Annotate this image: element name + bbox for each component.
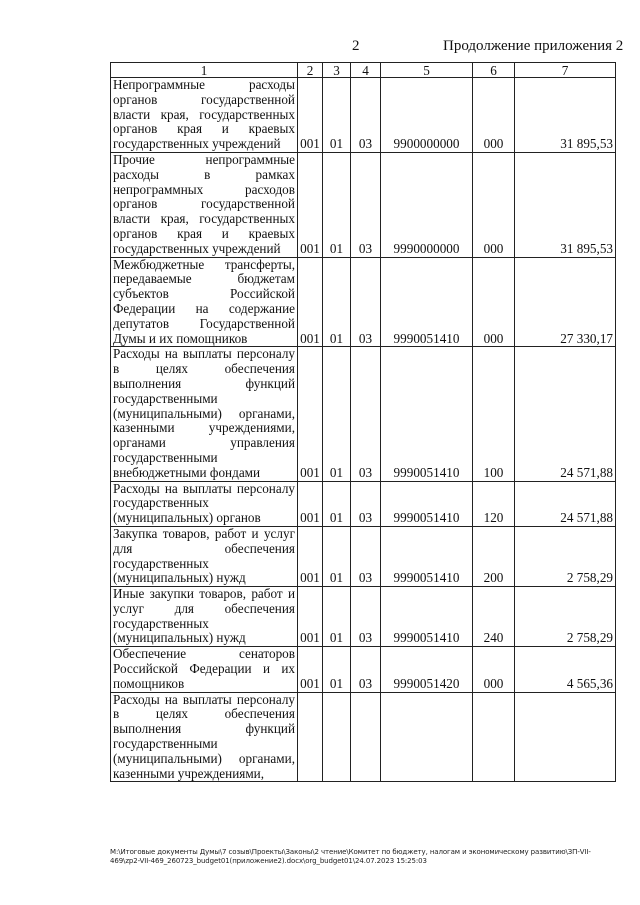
table-row	[111, 647, 616, 692]
column-header-row	[111, 63, 616, 78]
code-section: 01	[323, 481, 351, 526]
column-header: 7	[515, 63, 616, 78]
code-section: 01	[323, 152, 351, 257]
amount: 2 758,29	[515, 587, 616, 647]
table-row	[111, 78, 616, 153]
code-ministry: 001	[298, 526, 323, 586]
code-subsection: 03	[351, 347, 381, 481]
amount	[515, 692, 616, 782]
code-section	[323, 692, 351, 782]
expense-name: Обеспечение сенаторов Российской Федерации и их помощников	[111, 647, 298, 692]
amount: 27 330,17	[515, 257, 616, 347]
expense-name: Расходы на выплаты персоналу в целях обеспечения выполнения функций государственными (муниципальными) органами, казенными учреждениями,	[111, 692, 298, 782]
code-ministry: 001	[298, 587, 323, 647]
table-row	[111, 692, 616, 782]
amount: 4 565,36	[515, 647, 616, 692]
code-ministry: 001	[298, 347, 323, 481]
code-expense-type: 240	[473, 587, 515, 647]
code-expense-type: 000	[473, 78, 515, 153]
code-expense-type	[473, 692, 515, 782]
code-ministry: 001	[298, 481, 323, 526]
code-subsection: 03	[351, 526, 381, 586]
code-target: 9990051410	[381, 347, 473, 481]
code-target	[381, 692, 473, 782]
code-subsection: 03	[351, 152, 381, 257]
expense-name: Прочие непрограммные расходы в рамках непрограммных расходов органов государственной власти края, государственных органов края и краевых государственных учреждений	[111, 152, 298, 257]
code-ministry: 001	[298, 257, 323, 347]
budget-table	[110, 62, 616, 782]
amount: 2 758,29	[515, 526, 616, 586]
code-ministry: 001	[298, 647, 323, 692]
expense-name: Закупка товаров, работ и услуг для обеспечения государственных (муниципальных) нужд	[111, 526, 298, 586]
table-row	[111, 347, 616, 481]
page-number: 2	[352, 38, 360, 54]
code-section: 01	[323, 587, 351, 647]
amount: 24 571,88	[515, 347, 616, 481]
table-row	[111, 152, 616, 257]
table-row	[111, 481, 616, 526]
code-target: 9990051410	[381, 526, 473, 586]
code-expense-type: 200	[473, 526, 515, 586]
amount: 24 571,88	[515, 481, 616, 526]
code-subsection: 03	[351, 78, 381, 153]
column-header: 3	[323, 63, 351, 78]
code-subsection: 03	[351, 257, 381, 347]
table-row	[111, 526, 616, 586]
code-subsection: 03	[351, 481, 381, 526]
code-target: 9900000000	[381, 78, 473, 153]
code-expense-type: 100	[473, 347, 515, 481]
code-target: 9990051420	[381, 647, 473, 692]
document-path-footer: М:\Итоговые документы Думы\7 созыв\Проекты\Законы\2 чтение\Комитет по бюджету, налогам и экономическому развитию\ЗП-VII-469\zp2-VII-469_260723_budget01(приложение2).docx\org_budget01\24.07.2023 15:25:03	[110, 848, 591, 865]
table-row	[111, 257, 616, 347]
code-target: 9990000000	[381, 152, 473, 257]
expense-name: Межбюджетные трансферты, передаваемые бюджетам субъектов Российской Федерации на содержание депутатов Государственной Думы и их помощников	[111, 257, 298, 347]
code-ministry: 001	[298, 152, 323, 257]
expense-name: Непрограммные расходы органов государственной власти края, государственных органов края и краевых государственных учреждений	[111, 78, 298, 153]
code-section: 01	[323, 257, 351, 347]
column-header: 6	[473, 63, 515, 78]
expense-name: Расходы на выплаты персоналу в целях обеспечения выполнения функций государственными (муниципальными) органами, казенными учреждениями, органами управления государственными внебюджетными фондами	[111, 347, 298, 481]
code-subsection: 03	[351, 587, 381, 647]
expense-name: Иные закупки товаров, работ и услуг для обеспечения государственных (муниципальных) нужд	[111, 587, 298, 647]
expense-name: Расходы на выплаты персоналу государственных (муниципальных) органов	[111, 481, 298, 526]
code-section: 01	[323, 526, 351, 586]
code-ministry	[298, 692, 323, 782]
code-expense-type: 000	[473, 152, 515, 257]
continuation-heading: Продолжение приложения 2	[443, 38, 624, 54]
code-subsection	[351, 692, 381, 782]
code-section: 01	[323, 347, 351, 481]
column-header: 5	[381, 63, 473, 78]
code-subsection: 03	[351, 647, 381, 692]
code-expense-type: 120	[473, 481, 515, 526]
code-expense-type: 000	[473, 257, 515, 347]
column-header: 4	[351, 63, 381, 78]
code-ministry: 001	[298, 78, 323, 153]
code-target: 9990051410	[381, 257, 473, 347]
amount: 31 895,53	[515, 78, 616, 153]
column-header: 2	[298, 63, 323, 78]
table-row	[111, 587, 616, 647]
code-target: 9990051410	[381, 481, 473, 526]
code-expense-type: 000	[473, 647, 515, 692]
amount: 31 895,53	[515, 152, 616, 257]
column-header: 1	[111, 63, 298, 78]
code-section: 01	[323, 78, 351, 153]
code-section: 01	[323, 647, 351, 692]
code-target: 9990051410	[381, 587, 473, 647]
